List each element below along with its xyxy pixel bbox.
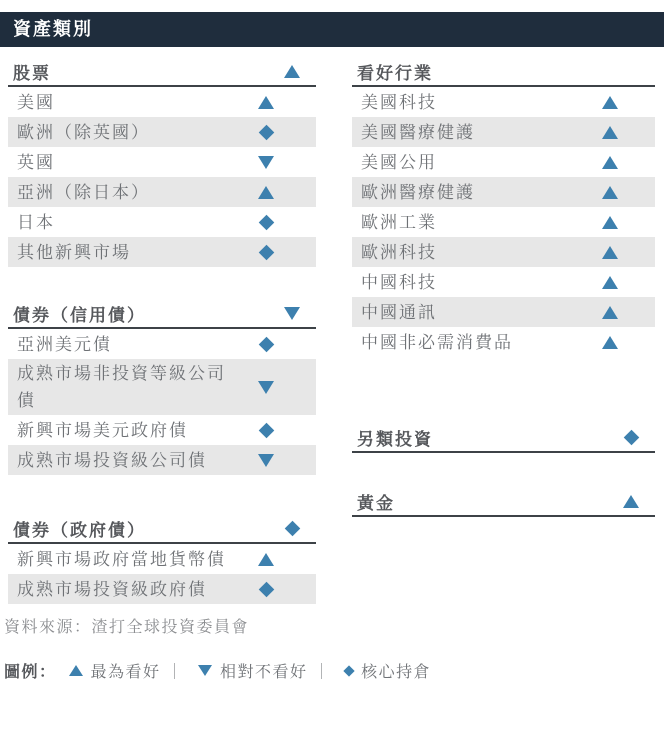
- legend-item-label: 最為看好: [90, 664, 161, 681]
- triangle-up-icon: [623, 495, 639, 508]
- asset-class-column: [8, 47, 316, 604]
- section-rows: [8, 87, 316, 267]
- table-row: [8, 237, 316, 267]
- row-label: 歐洲醫療健護: [361, 182, 475, 202]
- section-rows: [8, 544, 316, 604]
- symbol-slot: [586, 186, 634, 199]
- section-title: 另類投資: [357, 429, 433, 449]
- symbol-slot: [242, 425, 290, 436]
- legend-item: [190, 659, 308, 682]
- table-row: [8, 329, 316, 359]
- symbol-slot: [242, 553, 290, 566]
- table-row: [352, 207, 655, 237]
- section-rows: [8, 329, 316, 475]
- section-title: 債券（信用債）: [13, 305, 146, 325]
- diamond-icon: [623, 429, 639, 445]
- symbol-slot: [607, 432, 655, 443]
- symbol-slot: [198, 665, 212, 676]
- legend-prefix: 圖例：: [4, 664, 57, 681]
- row-label: 日本: [17, 212, 55, 232]
- legend-item: [337, 659, 431, 682]
- table-row: [352, 297, 655, 327]
- triangle-down-icon: [258, 156, 274, 169]
- symbol-slot: [242, 96, 290, 109]
- diamond-icon: [258, 244, 274, 260]
- diamond-icon: [258, 422, 274, 438]
- symbol-slot: [586, 156, 634, 169]
- diamond-icon: [284, 520, 300, 536]
- table-row: [8, 87, 316, 117]
- section-header: [8, 299, 316, 329]
- row-label: 中國科技: [361, 272, 437, 292]
- section: [8, 514, 316, 604]
- diamond-icon: [258, 214, 274, 230]
- table-row: [8, 147, 316, 177]
- symbol-slot: [268, 65, 316, 78]
- row-label: 亞洲美元債: [17, 334, 112, 354]
- columns: [0, 47, 664, 604]
- source-note: 資料來源：渣打全球投資委員會: [4, 619, 250, 636]
- symbol-slot: [242, 339, 290, 350]
- table-row: [8, 445, 316, 475]
- triangle-up-icon: [602, 96, 618, 109]
- diamond-icon: [343, 665, 354, 676]
- section-title: 債券（政府債）: [13, 520, 146, 540]
- triangle-down-icon: [198, 665, 212, 676]
- triangle-up-icon: [602, 126, 618, 139]
- row-label: 歐洲工業: [361, 212, 437, 232]
- symbol-slot: [242, 127, 290, 138]
- symbol-slot: [242, 186, 290, 199]
- table-row: [8, 117, 316, 147]
- legend: [0, 659, 664, 682]
- symbol-slot: [242, 247, 290, 258]
- diamond-icon: [258, 124, 274, 140]
- symbol-slot: [242, 584, 290, 595]
- symbol-slot: [586, 276, 634, 289]
- table-row: [352, 237, 655, 267]
- triangle-up-icon: [602, 156, 618, 169]
- preferred-sectors-column: [352, 47, 655, 517]
- section: [352, 57, 655, 357]
- symbol-slot: [607, 495, 655, 508]
- triangle-up-icon: [69, 665, 83, 676]
- section: [352, 487, 655, 517]
- triangle-down-icon: [284, 307, 300, 320]
- table-row: [8, 359, 316, 415]
- section-title: 看好行業: [357, 63, 433, 83]
- row-label: 其他新興市場: [17, 242, 131, 262]
- triangle-down-icon: [258, 381, 274, 394]
- row-label: 中國非必需消費品: [361, 332, 513, 352]
- table-row: [8, 574, 316, 604]
- row-label: 成熟市場投資級公司債: [17, 450, 207, 470]
- row-label: 亞洲（除日本）: [17, 182, 150, 202]
- legend-item: [61, 659, 161, 682]
- section-header: [352, 487, 655, 517]
- table-row: [352, 147, 655, 177]
- section: [352, 423, 655, 453]
- symbol-slot: [345, 667, 353, 675]
- symbol-slot: [242, 381, 290, 394]
- section-rows: [352, 87, 655, 357]
- row-label: 成熟市場非投資等級公司債: [17, 364, 226, 410]
- symbol-slot: [586, 246, 634, 259]
- row-label: 美國科技: [361, 92, 437, 112]
- symbol-slot: [69, 665, 83, 676]
- triangle-up-icon: [602, 336, 618, 349]
- triangle-down-icon: [258, 454, 274, 467]
- triangle-up-icon: [602, 216, 618, 229]
- section-header: [352, 423, 655, 453]
- table-row: [8, 207, 316, 237]
- legend-item-label: 相對不看好: [220, 664, 308, 681]
- triangle-up-icon: [602, 306, 618, 319]
- table-row: [352, 87, 655, 117]
- row-label: 歐洲（除英國）: [17, 122, 150, 142]
- section: [8, 57, 316, 267]
- diamond-icon: [258, 336, 274, 352]
- diamond-icon: [258, 581, 274, 597]
- symbol-slot: [242, 156, 290, 169]
- row-label: 歐洲科技: [361, 242, 437, 262]
- legend-separator: ｜: [313, 664, 332, 681]
- triangle-up-icon: [258, 96, 274, 109]
- table-row: [8, 415, 316, 445]
- symbol-slot: [586, 216, 634, 229]
- table-row: [352, 327, 655, 357]
- asset-allocation-page: [0, 12, 664, 682]
- symbol-slot: [268, 307, 316, 320]
- table-row: [352, 117, 655, 147]
- row-label: 成熟市場投資級政府債: [17, 579, 207, 599]
- symbol-slot: [268, 523, 316, 534]
- section-title: 黃金: [357, 493, 395, 513]
- row-label: 美國醫療健護: [361, 122, 475, 142]
- table-row: [8, 544, 316, 574]
- symbol-slot: [242, 454, 290, 467]
- symbol-slot: [586, 306, 634, 319]
- symbol-slot: [586, 126, 634, 139]
- symbol-slot: [586, 336, 634, 349]
- section-header: [8, 514, 316, 544]
- section: [8, 299, 316, 475]
- triangle-up-icon: [284, 65, 300, 78]
- table-row: [352, 177, 655, 207]
- legend-item-label: 核心持倉: [361, 664, 432, 681]
- triangle-up-icon: [602, 246, 618, 259]
- table-row: [352, 267, 655, 297]
- row-label: 美國公用: [361, 152, 437, 172]
- page-title: 資產類別: [0, 12, 664, 47]
- row-label: 中國通訊: [361, 302, 437, 322]
- section-header: [8, 57, 316, 87]
- row-label: 美國: [17, 92, 55, 112]
- row-label: 新興市場美元政府債: [17, 420, 188, 440]
- legend-separator: ｜: [166, 664, 185, 681]
- symbol-slot: [586, 96, 634, 109]
- table-row: [8, 177, 316, 207]
- symbol-slot: [242, 217, 290, 228]
- row-label: 英國: [17, 152, 55, 172]
- triangle-up-icon: [258, 553, 274, 566]
- row-label: 新興市場政府當地貨幣債: [17, 549, 226, 569]
- triangle-up-icon: [602, 276, 618, 289]
- section-header: [352, 57, 655, 87]
- triangle-up-icon: [258, 186, 274, 199]
- triangle-up-icon: [602, 186, 618, 199]
- section-title: 股票: [13, 63, 51, 83]
